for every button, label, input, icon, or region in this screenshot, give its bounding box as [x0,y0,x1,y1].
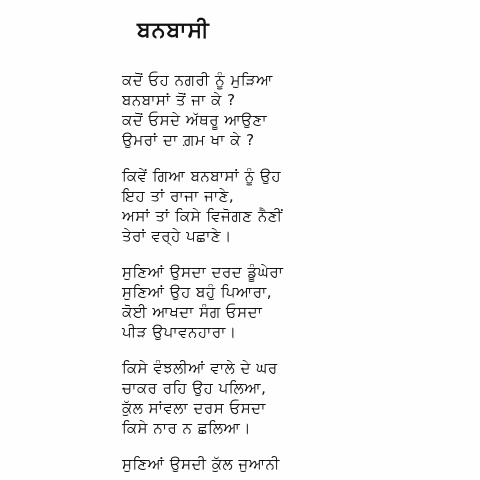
poem-line: ਕੁੱਲ ਸਾਂਵਲਾ ਦਰਸ ਓਸਦਾ [122,399,266,417]
stanza-5 [122,454,462,474]
poem-line: ਕਦੋਂ ਓਸਦੇ ਅੱਥਰੂ ਆਉਣਾ [122,111,268,129]
poem-line: ਅਸਾਂ ਤਾਂ ਕਿਸੇ ਵਿਜੋਗਣ ਨੈਣੀਂ [122,207,283,225]
poem-line: ਪੀੜ ਉਪਾਵਨਹਾਰਾ। [122,323,237,341]
poem-line: ਬਨਬਾਸਾਂ ਤੋਂ ਜਾ ਕੇ ? [122,91,236,109]
poem-line: ਤੇਰਾਂ ਵਰ੍ਹੇ ਪਛਾਣੇ। [122,227,232,245]
poem-line: ਇਹ ਤਾਂ ਰਾਜਾ ਜਾਣੇ, [122,187,235,205]
poem-line: ਸੁਣਿਆਂ ਉਹ ਬਹੁੰ ਪਿਆਰਾ, [122,283,273,301]
poem-title: ਬਨਬਾਸੀ [137,18,210,43]
poem-line: ਚਾਕਰ ਰਹਿ ਉਹ ਪਲਿਆ, [122,379,267,397]
poem-line: ਕਿਸੇ ਵੰਝਲੀਆਂ ਵਾਲੇ ਦੇ ਘਰ [122,359,278,377]
stanza-1 [122,70,462,150]
stanza-3 [122,262,462,342]
poem-line: ਕਿਸੇ ਨਾਰ ਨ ਛਲਿਆ। [122,419,251,437]
stanza-4 [122,358,462,438]
poem-line: ਸੁਣਿਆਂ ਉਸਦਾ ਦਰਦ ਡੂੰਘੇਰਾ [122,263,284,281]
poem-line: ਸੁਣਿਆਂ ਉਸਦੀ ਕੁੱਲ ਜੁਆਨੀ [122,455,280,473]
poem-line: ਕਦੋਂ ਓਹ ਨਗਰੀ ਨੂੰ ਮੁੜਿਆ [122,71,273,89]
stanza-2 [122,166,462,246]
poem-line: ਕਿਵੇਂ ਗਿਆ ਬਨਬਾਸਾਂ ਨੂੰ ਉਹ [122,167,282,185]
poem-body [122,70,462,480]
poem-line: ਕੋਈ ਆਖਦਾ ਸੰਗ ਓਸਦਾ [122,303,263,321]
poem-line: ਉਮਰਾਂ ਦਾ ਗ਼ਮ ਖਾ ਕੇ ? [122,131,255,149]
